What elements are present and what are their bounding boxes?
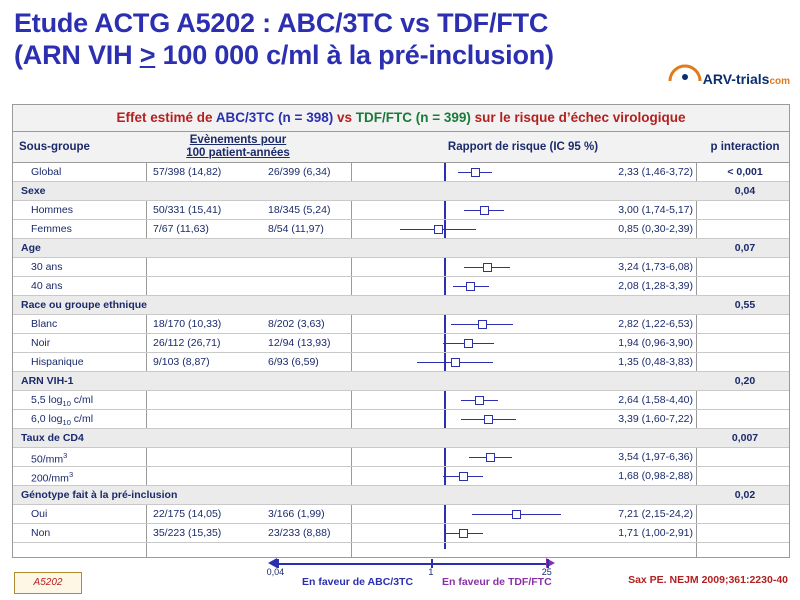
hazard-ratio-value: 2,82 (1,22-6,53) — [618, 318, 693, 330]
title-line-1: Etude ACTG A5202 : ABC/3TC vs TDF/FTC — [14, 8, 549, 38]
point-estimate-marker — [451, 358, 460, 367]
arv-trials-logo — [660, 62, 790, 96]
row-label: Hommes — [31, 204, 74, 216]
table-row — [13, 353, 789, 372]
title-greater-than: > — [139, 39, 156, 70]
row-label: 40 ans — [31, 280, 63, 292]
point-estimate-marker — [459, 529, 468, 538]
table-row-group — [13, 429, 789, 448]
events-tdfftc: 26/399 (6,34) — [268, 166, 331, 178]
axis-tick-label: 1 — [428, 567, 434, 577]
table-row — [13, 201, 789, 220]
hazard-ratio-value: 0,85 (0,30-2,39) — [618, 223, 693, 235]
table-row — [13, 163, 789, 182]
row-label: 6,0 $\log_{10} c/ml$ — [31, 413, 94, 428]
table-row — [13, 258, 789, 277]
forest-marker — [358, 258, 594, 277]
point-estimate-marker — [464, 339, 473, 348]
subtitle-vs: vs — [333, 110, 356, 125]
forest-marker — [358, 163, 594, 182]
events-tdfftc: 12/94 (13,93) — [268, 337, 331, 349]
hazard-ratio-value: 1,71 (1,00-2,91) — [618, 527, 693, 539]
header-events — [153, 134, 323, 160]
events-tdfftc: 18/345 (5,24) — [268, 204, 331, 216]
row-label: Non — [31, 527, 51, 539]
row-label: Sexe — [21, 185, 46, 197]
page-title — [14, 8, 674, 72]
axis-label-left: En faveur de ABC/3TC — [302, 576, 414, 588]
subtitle — [13, 105, 789, 132]
table-row-group — [13, 239, 789, 258]
hazard-ratio-value: 3,39 (1,60-7,22) — [618, 413, 693, 425]
forest-marker — [358, 467, 594, 486]
subtitle-abc3tc: ABC/3TC (n = 398) — [215, 110, 334, 125]
subtitle-part-1: Effet estimé de — [116, 110, 216, 125]
table-row — [13, 448, 789, 467]
events-abc3tc: 18/170 (10,33) — [153, 318, 222, 330]
forest-marker — [358, 448, 594, 467]
p-interaction-value: 0,20 — [734, 375, 756, 387]
table-row-group — [13, 486, 789, 505]
forest-marker — [358, 505, 594, 524]
p-interaction-value: < 0,001 — [727, 166, 763, 178]
p-interaction-value: 0,07 — [734, 242, 756, 254]
events-abc3tc: 22/175 (14,05) — [153, 508, 222, 520]
row-label: ARN VIH-1 — [21, 375, 74, 387]
header-subgroup: Sous-groupe — [19, 141, 90, 153]
events-abc3tc: 7/67 (11,63) — [153, 223, 209, 235]
point-estimate-marker — [512, 510, 521, 519]
row-label: 30 ans — [31, 261, 63, 273]
forest-marker — [358, 410, 594, 429]
events-abc3tc: 57/398 (14,82) — [153, 166, 222, 178]
table-row — [13, 315, 789, 334]
logo-suffix: com — [769, 76, 790, 87]
table-row-group — [13, 296, 789, 315]
subtitle-tdfftc: TDF/FTC (n = 399) — [355, 110, 471, 125]
header-events-line2: 100 patient-années — [186, 147, 290, 159]
events-tdfftc: 8/54 (11,97) — [268, 223, 324, 235]
events-tdfftc: 3/166 (1,99) — [268, 508, 325, 520]
events-tdfftc: 6/93 (6,59) — [268, 356, 319, 368]
row-label: Global — [31, 166, 62, 178]
table-row — [13, 505, 789, 524]
forest-marker — [358, 220, 594, 239]
header-p-interaction: p interaction — [710, 141, 780, 153]
table-row — [13, 277, 789, 296]
forest-marker — [358, 201, 594, 220]
title-line-2-pre: (ARN VIH — [14, 39, 140, 70]
axis-line — [277, 563, 547, 565]
row-label: Blanc — [31, 318, 58, 330]
point-estimate-marker — [486, 453, 495, 462]
forest-plot-table — [12, 104, 790, 558]
point-estimate-marker — [484, 415, 493, 424]
p-interaction-value: 0,55 — [734, 299, 756, 311]
events-tdfftc: 8/202 (3,63) — [268, 318, 325, 330]
point-estimate-marker — [475, 396, 484, 405]
hazard-ratio-value: 1,68 (0,98-2,88) — [618, 470, 693, 482]
logo-arc-icon — [668, 64, 702, 84]
row-label: $200/mm^3$ — [31, 470, 74, 485]
hazard-ratio-value: 7,21 (2,15-24,2) — [618, 508, 693, 520]
hazard-ratio-value: 2,33 (1,46-3,72) — [618, 166, 693, 178]
table-row — [13, 524, 789, 543]
point-estimate-marker — [434, 225, 443, 234]
events-abc3tc: 35/223 (15,35) — [153, 527, 222, 539]
row-label: Age — [21, 242, 41, 254]
study-tag-box — [14, 572, 82, 594]
row-label: $50/mm^3$ — [31, 451, 68, 466]
row-label: 5,5 $\log_{10} c/ml$ — [31, 394, 94, 409]
hazard-ratio-value: 2,08 (1,28-3,39) — [618, 280, 693, 292]
point-estimate-marker — [459, 472, 468, 481]
events-abc3tc: 26/112 (26,71) — [153, 337, 221, 349]
hazard-ratio-value: 1,94 (0,96-3,90) — [618, 337, 693, 349]
title-line-2-post: 100 000 c/ml à la pré-inclusion) — [155, 39, 554, 70]
header-events-line1: Evènements pour — [189, 134, 287, 146]
forest-marker — [358, 315, 594, 334]
forest-marker — [358, 277, 594, 296]
axis-tick-label: 0,04 — [266, 567, 285, 577]
study-tag: A5202 — [33, 577, 63, 588]
table-row — [13, 410, 789, 429]
row-label: Race ou groupe ethnique — [21, 299, 148, 311]
table-header — [13, 132, 789, 163]
table-row-group — [13, 372, 789, 391]
table-row — [13, 220, 789, 239]
header-hazard-ratio: Rapport de risque (IC 95 %) — [447, 141, 599, 153]
p-interaction-value: 0,04 — [734, 185, 756, 197]
forest-marker — [358, 334, 594, 353]
row-label: Hispanique — [31, 356, 84, 368]
hazard-ratio-value: 1,35 (0,48-3,83) — [618, 356, 693, 368]
logo-name: ARV-trials — [702, 71, 770, 87]
table-row — [13, 334, 789, 353]
table-row-group — [13, 182, 789, 201]
table-row — [13, 467, 789, 486]
row-label: Noir — [31, 337, 51, 349]
row-label: Femmes — [31, 223, 72, 235]
events-abc3tc: 9/103 (8,87) — [153, 356, 210, 368]
row-label: Oui — [31, 508, 48, 520]
forest-marker — [358, 391, 594, 410]
events-abc3tc: 50/331 (15,41) — [153, 204, 222, 216]
forest-marker — [358, 353, 594, 372]
hazard-ratio-value: 2,64 (1,58-4,40) — [618, 394, 693, 406]
point-estimate-marker — [480, 206, 489, 215]
p-interaction-value: 0,02 — [734, 489, 756, 501]
hazard-ratio-value: 3,54 (1,97-6,36) — [618, 451, 693, 463]
p-interaction-value: 0,007 — [731, 432, 759, 444]
source-citation: Sax PE. NEJM 2009;361:2230-40 — [628, 574, 788, 586]
row-divider — [13, 542, 789, 543]
table-row — [13, 391, 789, 410]
point-estimate-marker — [478, 320, 487, 329]
events-tdfftc: 23/233 (8,88) — [268, 527, 331, 539]
point-estimate-marker — [483, 263, 492, 272]
row-label: Génotype fait à la pré-inclusion — [21, 489, 178, 501]
axis-label-right: En faveur de TDF/FTC — [442, 576, 552, 588]
point-estimate-marker — [471, 168, 480, 177]
table-body — [13, 163, 789, 557]
point-estimate-marker — [466, 282, 475, 291]
title-line-2 — [14, 40, 674, 72]
subtitle-part-3: sur le risque d’échec virologique — [470, 110, 686, 125]
logo-text — [703, 71, 790, 87]
row-label: Taux de CD4 — [21, 432, 84, 444]
forest-marker — [358, 524, 594, 543]
hazard-ratio-value: 3,24 (1,73-6,08) — [618, 261, 693, 273]
axis-tick-label: 25 — [541, 567, 552, 577]
hazard-ratio-value: 3,00 (1,74-5,17) — [618, 204, 693, 216]
